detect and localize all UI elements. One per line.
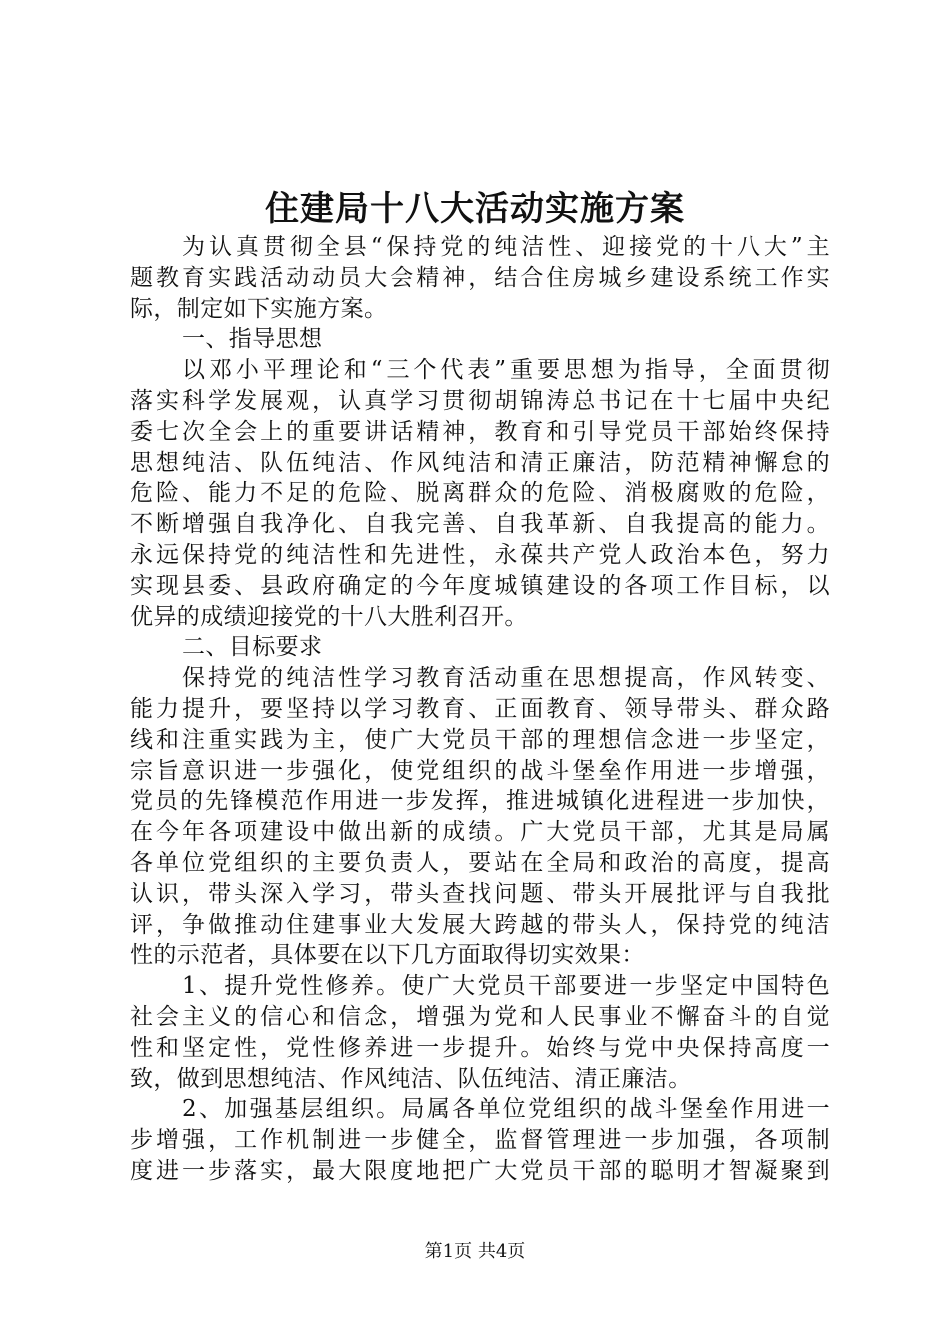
text-line: 步增强，工作机制进一步健全，监督管理进一步加强，各项制 xyxy=(130,1127,830,1154)
text-line: 题教育实践活动动员大会精神，结合住房城乡建设系统工作实 xyxy=(130,264,830,291)
text-line: 优异的成绩迎接党的十八大胜利召开。 xyxy=(130,603,528,630)
text-line: 1、提升党性修养。使广大党员干部要进一步坚定中国特色 xyxy=(182,973,830,1000)
text-line: 2、加强基层组织。局属各单位党组织的战斗堡垒作用进一 xyxy=(182,1096,830,1123)
text-line: 社会主义的信心和信念，增强为党和人民事业不懈奋斗的自觉 xyxy=(130,1003,830,1030)
text-line: 认识，带头深入学习，带头查找问题、带头开展批评与自我批 xyxy=(130,880,830,907)
document-title: 住建局十八大活动实施方案 xyxy=(265,189,685,229)
text-line: 永远保持党的纯洁性和先进性，永葆共产党人政治本色，努力 xyxy=(130,541,830,568)
text-line: 为认真贯彻全县“保持党的纯洁性、迎接党的十八大”主 xyxy=(182,234,830,260)
text-line: 思想纯洁、队伍纯洁、作风纯洁和清正廉洁，防范精神懈怠的 xyxy=(130,449,830,476)
page-footer: 第1页 共4页 xyxy=(424,1241,526,1262)
text-line: 际，制定如下实施方案。 xyxy=(130,295,388,322)
text-line: 二、目标要求 xyxy=(182,634,323,661)
text-line: 在今年各项建设中做出新的成绩。广大党员干部，尤其是局属 xyxy=(130,819,830,846)
text-line: 以邓小平理论和“三个代表”重要思想为指导，全面贯彻 xyxy=(182,357,830,384)
text-line: 性和坚定性，党性修养进一步提升。始终与党中央保持高度一 xyxy=(130,1034,830,1061)
text-line: 性的示范者，具体要在以下几方面取得切实效果： xyxy=(130,942,645,969)
text-line: 落实科学发展观，认真学习贯彻胡锦涛总书记在十七届中央纪 xyxy=(130,387,830,414)
text-line: 党员的先锋模范作用进一步发挥，推进城镇化进程进一步加快， xyxy=(130,788,830,815)
text-line: 宗旨意识进一步强化，使党组织的战斗堡垒作用进一步增强， xyxy=(130,757,830,784)
document-body xyxy=(130,232,830,1187)
text-line: 不断增强自我净化、自我完善、自我革新、自我提高的能力。 xyxy=(130,511,830,538)
text-line: 危险、能力不足的危险、脱离群众的危险、消极腐败的危险， xyxy=(130,480,830,507)
text-line: 致，做到思想纯洁、作风纯洁、队伍纯洁、清正廉洁。 xyxy=(130,1065,692,1092)
text-line: 评，争做推动住建事业大发展大跨越的带头人，保持党的纯洁 xyxy=(130,911,830,938)
text-line: 能力提升，要坚持以学习教育、正面教育、领导带头、群众路 xyxy=(130,695,830,722)
text-line: 线和注重实践为主，使广大党员干部的理想信念进一步坚定， xyxy=(130,726,830,753)
text-line: 一、指导思想 xyxy=(182,326,323,353)
text-line: 实现县委、县政府确定的今年度城镇建设的各项工作目标，以 xyxy=(130,572,830,599)
text-line: 度进一步落实，最大限度地把广大党员干部的聪明才智凝聚到 xyxy=(130,1157,830,1184)
text-line: 保持党的纯洁性学习教育活动重在思想提高，作风转变、 xyxy=(182,665,830,692)
text-line: 委七次全会上的重要讲话精神，教育和引导党员干部始终保持 xyxy=(130,418,830,445)
text-line: 各单位党组织的主要负责人，要站在全局和政治的高度，提高 xyxy=(130,849,830,876)
